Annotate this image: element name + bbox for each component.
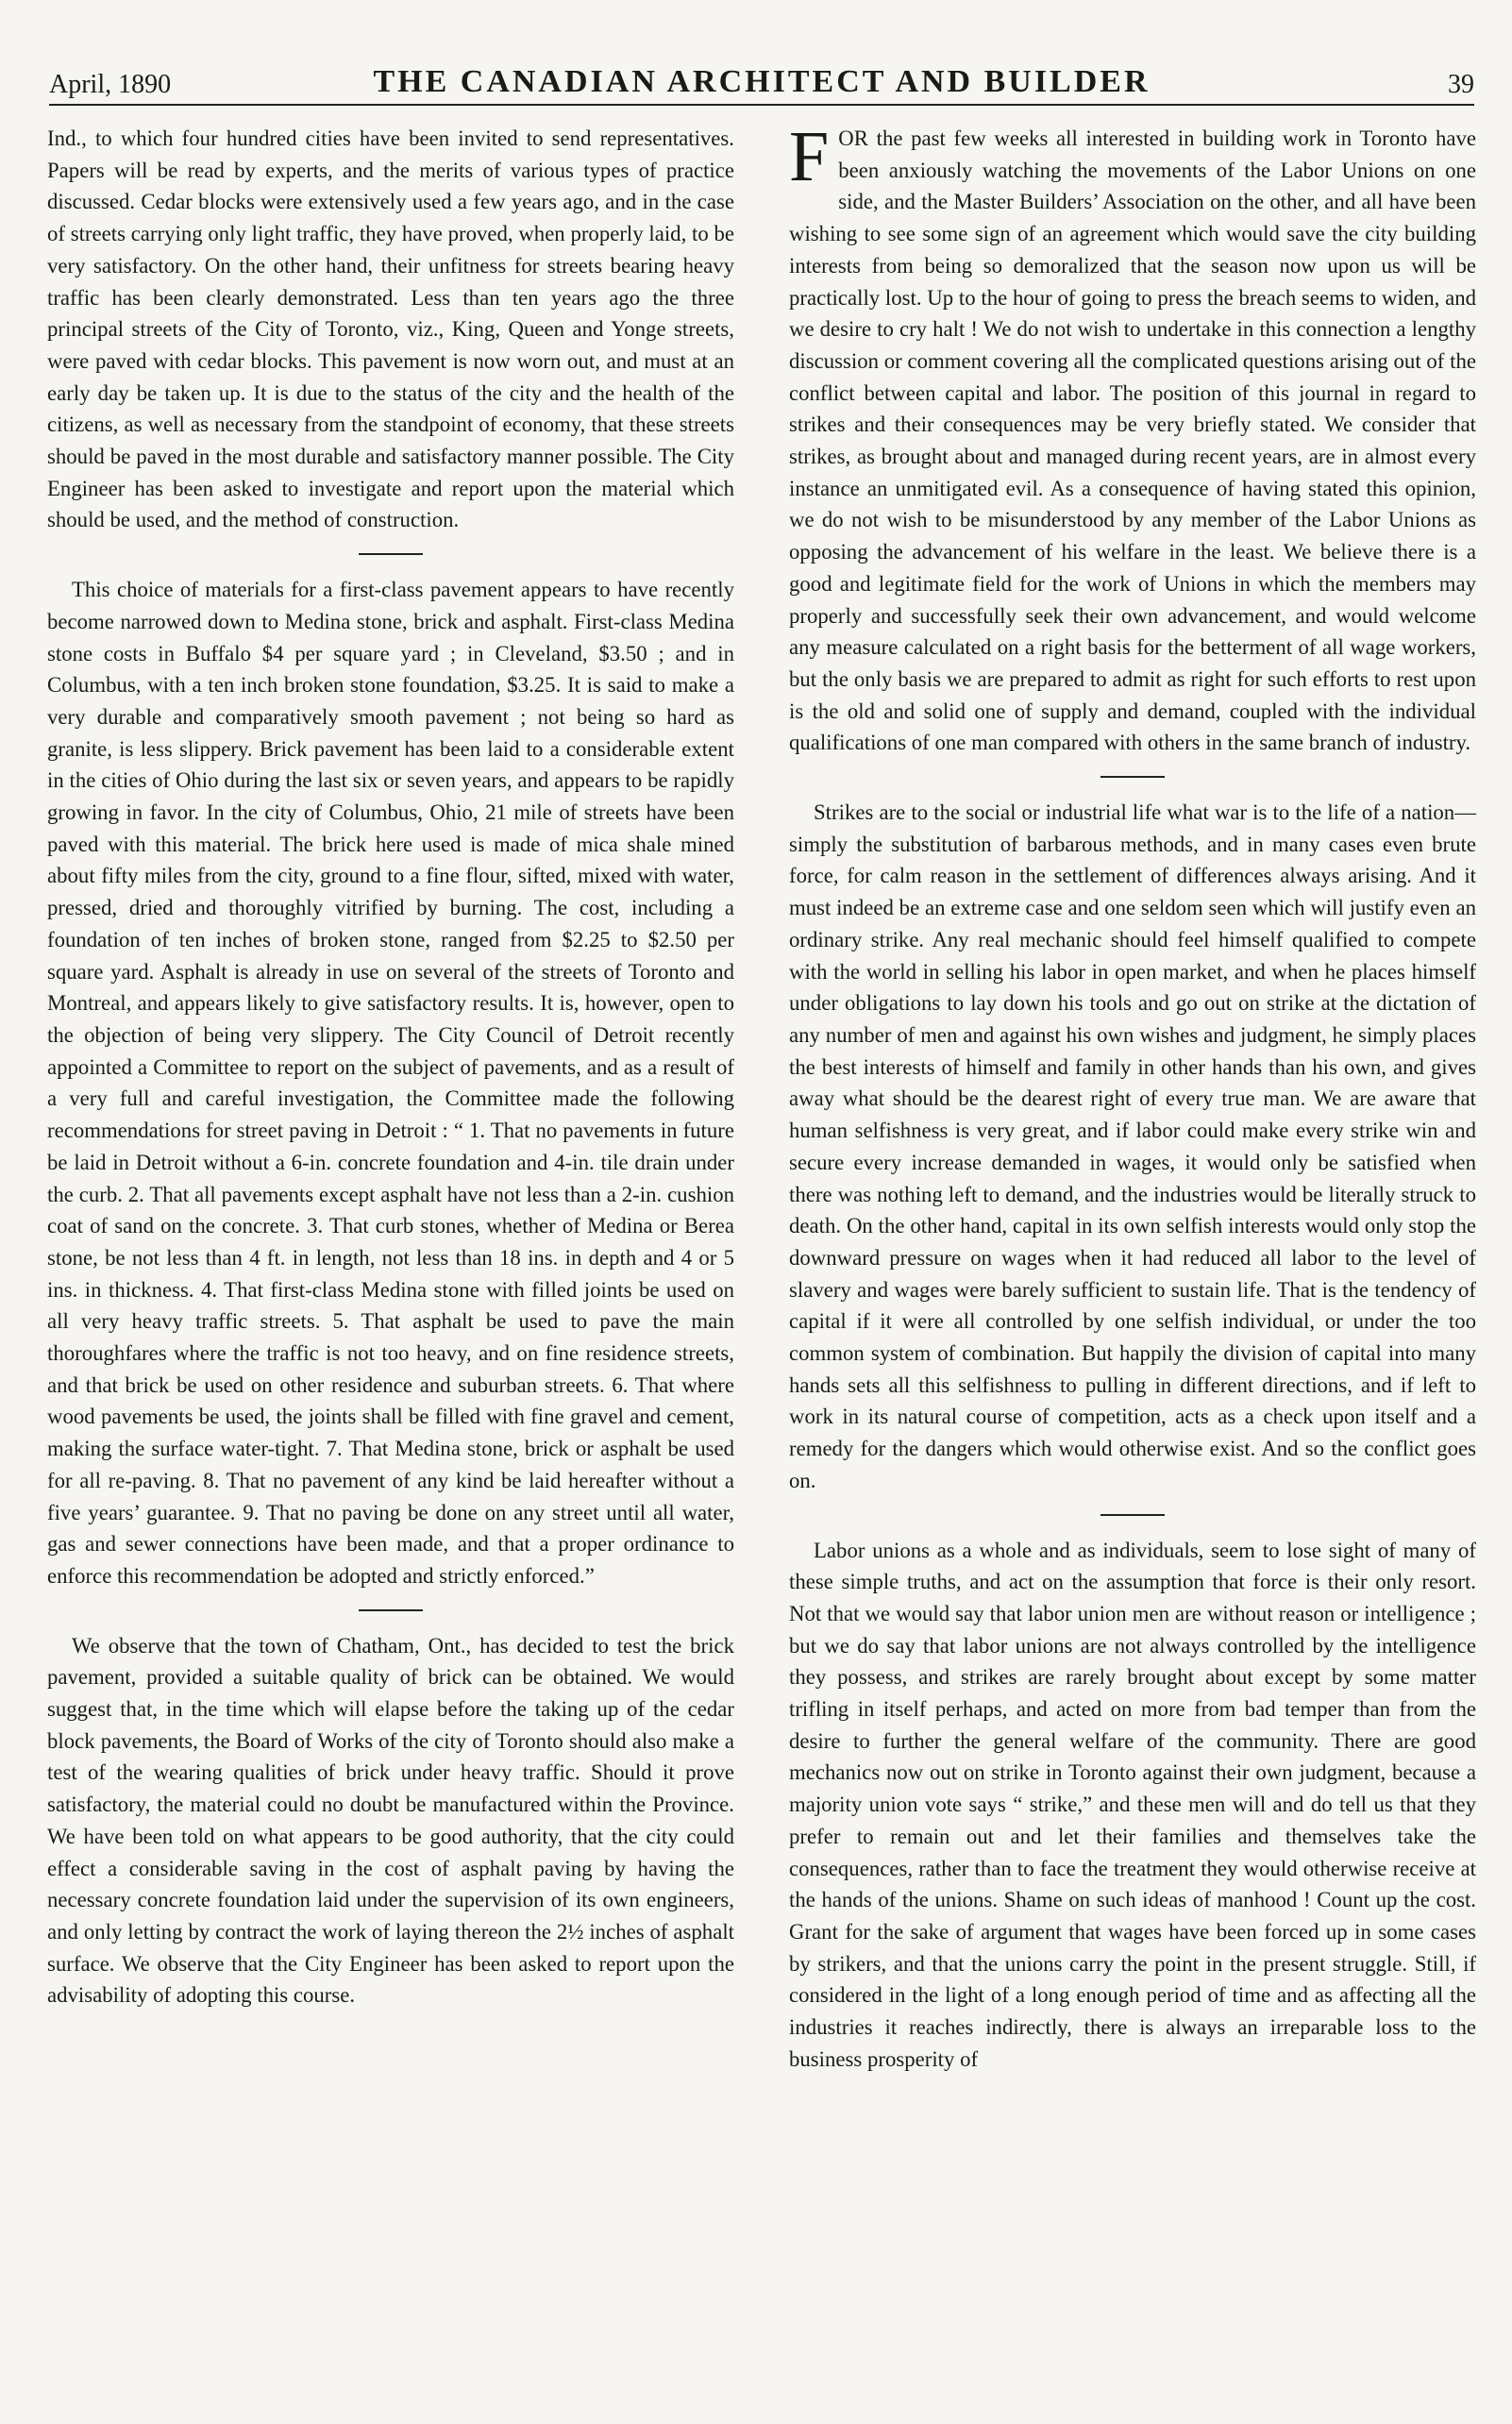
section-divider (1100, 1514, 1165, 1516)
publication-title: THE CANADIAN ARCHITECT AND BUILDER (373, 64, 1151, 99)
right-column (789, 117, 1476, 2075)
right-paragraph-2: Strikes are to the social or industrial life what war is to the life of a nation—simply the substitution of barbarous methods, and in many cases even brute force, for calm reason in the settlement of differences always arising. And it must indeed be an extreme case and one seldom seen which will justify even an ordinary strike. Any real mechanic should feel himself qualified to compete with the world in selling his labor in open market, and when he places himself under obligations to lay down his tools and go out on strike at the dictation of any number of men and against his own wishes and judgment, he simply places the best interests of himself and family in other hands than his own, and gives away what should be the dearest right of every true man. We are aware that human selfishness is very great, and if labor could make every strike win and secure every increase demanded in wages, it would only be satisfied when there was nothing left to demand, and the industries would be literally struck to death. On the other hand, capital in its own selfish interests would only stop the downward pressure on wages when it had reduced all labor to the level of slavery and wages were barely sufficient to sustain life. That is the tendency of capital if it were all controlled by one selfish individual, or under the too common system of combination. But happily the division of capital into many hands sets all this selfishness to pulling in different directions, and if left to work in its natural course of competition, acts as a check upon itself and a remedy for the dangers which would otherwise exist. And so the conflict goes on. (789, 800, 1476, 1492)
issue-date: April, 1890 (49, 70, 172, 99)
left-paragraph-3: We observe that the town of Chatham, Ont., has decided to test the brick pavement, provided a suitable quality of brick can be obtained. We would suggest that, in the time which will elapse before the taking up of the cedar block pavements, the Board of Works of the city of Toronto should also make a test of the wearing qualities of brick under heavy traffic. Should it prove satisfactory, the material could no doubt be manufactured within the Province. We have been told on what appears to be good authority, that the city could effect a considerable saving in the cost of asphalt paving by having the necessary concrete foundation laid under the supervision of its own engineers, and only letting by contract the work of laying thereon the 2½ inches of asphalt surface. We observe that the City Engineer has been asked to report upon the advisability of adopting this course. (47, 1633, 734, 2008)
drop-cap: F (789, 117, 830, 196)
left-paragraph-1: Ind., to which four hundred cities have been invited to send representatives. Papers will be read by experts, and the merits of various types of practice discussed. Cedar blocks were extensively used a few years ago, and in the case of streets carrying only light traffic, they have proved, when properly laid, to be very satisfactory. On the other hand, their unfitness for streets bearing heavy traffic has been clearly demonstrated. Less than ten years ago the three principal streets of the City of Toronto, viz., King, Queen and Yonge streets, were paved with cedar blocks. This pavement is now worn out, and must at an early day be taken up. It is due to the status of the city and the health of the citizens, as well as necessary from the standpoint of economy, that these streets should be paved in the most durable and satisfactory manner possible. The City Engineer has been asked to investigate and report upon the material which should be used, and the method of construction. (47, 126, 734, 532)
page-number: 39 (1448, 70, 1474, 99)
right-paragraph-1-text: OR the past few weeks all interested in building work in Toronto have been anxiously watching the movements of the Labor Unions on one side, and the Master Builders’ Association on the other, and all have been wishing to see some sign of an agreement which would save the city building interests from being so demoralized that the season now upon us will be practically lost. Up to the hour of going to press the breach seems to widen, and we desire to cry halt ! We do not wish to undertake in this connection a lengthy discussion or comment covering all the complicated questions arising out of the conflict between capital and labor. The position of this journal in regard to strikes and their consequences may be very briefly stated. We consider that strikes, as brought about and managed during recent years, are in almost every instance an unmitigated evil. As a consequence of having stated this opinion, we do not wish to be misunderstood by any member of the Labor Unions as opposing the advancement of his welfare in the least. We believe there is a good and legitimate field for the work of Unions in which the members may properly and successfully seek their own advancement, and would welcome any measure calculated on a right basis for the betterment of all wage workers, but the only basis we are prepared to admit as right for such efforts to rest upon is the old and solid one of supply and demand, coupled with the individual qualifications of one man compared with others in the same branch of industry. (789, 126, 1476, 755)
left-paragraph-2: This choice of materials for a first-class pavement appears to have recently become narrowed down to Medina stone, brick and asphalt. First-class Medina stone costs in Buffalo $4 per square yard ; in Cleveland, $3.50 ; and in Columbus, with a ten inch broken stone foundation, $3.25. It is said to make a very durable and comparatively smooth pavement ; not being so hard as granite, is less slippery. Brick pavement has been laid to a considerable extent in the cities of Ohio during the last six or seven years, and appears to be rapidly growing in favor. In the city of Columbus, Ohio, 21 mile of streets have been paved with this material. The brick here used is made of mica shale mined about fifty miles from the city, ground to a fine flour, sifted, mixed with water, pressed, dried and thoroughly vitrified by burning. The cost, including a foundation of ten inches of broken stone, ranged from $2.25 to $2.50 per square yard. Asphalt is already in use on several of the streets of Toronto and Montreal, and appears likely to give satisfactory results. It is, however, open to the objection of being very slippery. The City Council of Detroit recently appointed a Committee to report on the subject of pavements, and as a result of a very full and careful investigation, the Committee made the following recommendations for street paving in Detroit : “ 1. That no pavements in future be laid in Detroit without a 6-in. concrete foundation and 4-in. tile drain under the curb. 2. That all pavements except asphalt have not less than a 2-in. cushion coat of sand on the concrete. 3. That curb stones, whether of Medina or Berea stone, be not less than 4 ft. in length, not less than 18 ins. in depth and 4 or 5 ins. in thickness. 4. That first-class Medina stone with filled joints be used on all very heavy traffic streets. 5. That asphalt be used to pave the main thoroughfares where the traffic is not too heavy, and on fine residence streets, and that brick be used on other residence and suburban streets. 6. That where wood pavements be used, the joints shall be filled with fine gravel and cement, making the surface water-tight. 7. That Medina stone, brick or asphalt be used for all re-paving. 8. That no pavement of any kind be laid hereafter without a five years’ guarantee. 9. That no paving be done on any street until all water, gas and sewer connections have been made, and that a proper ordinance to enforce this recommendation be adopted and strictly enforced.” (47, 578, 734, 1588)
section-divider (359, 1609, 423, 1611)
section-divider (1100, 776, 1165, 778)
page-header (49, 62, 1474, 106)
right-paragraph-3: Labor unions as a whole and as individuals, seem to lose sight of many of these simple truths, and act on the assumption that force is their only resort. Not that we would say that labor union men are without reason or intelligence ; but we do say that labor unions are not always controlled by the intelligence they possess, and strikes are rarely brought about except by some matter trifling in itself perhaps, and acted on more from bad temper than from the desire to further the general welfare of the community. There are good mechanics now out on strike in Toronto against their own judgment, because a majority union vote says “ strike,” and these men will and do tell us that they prefer to remain out and let their families and themselves take the consequences, rather than to face the treatment they would otherwise receive at the hands of the unions. Shame on such ideas of manhood ! Count up the cost. Grant for the sake of argument that wages have been forced up in some cases by strikers, and that the unions carry the point in the present struggle. Still, if considered in the light of a long enough period of time and as affecting all the industries it reaches indirectly, there is always an irreparable loss to the business prosperity of (789, 1538, 1476, 2071)
left-column (47, 123, 734, 2012)
section-divider (359, 553, 423, 555)
right-paragraph-1 (789, 117, 1476, 759)
